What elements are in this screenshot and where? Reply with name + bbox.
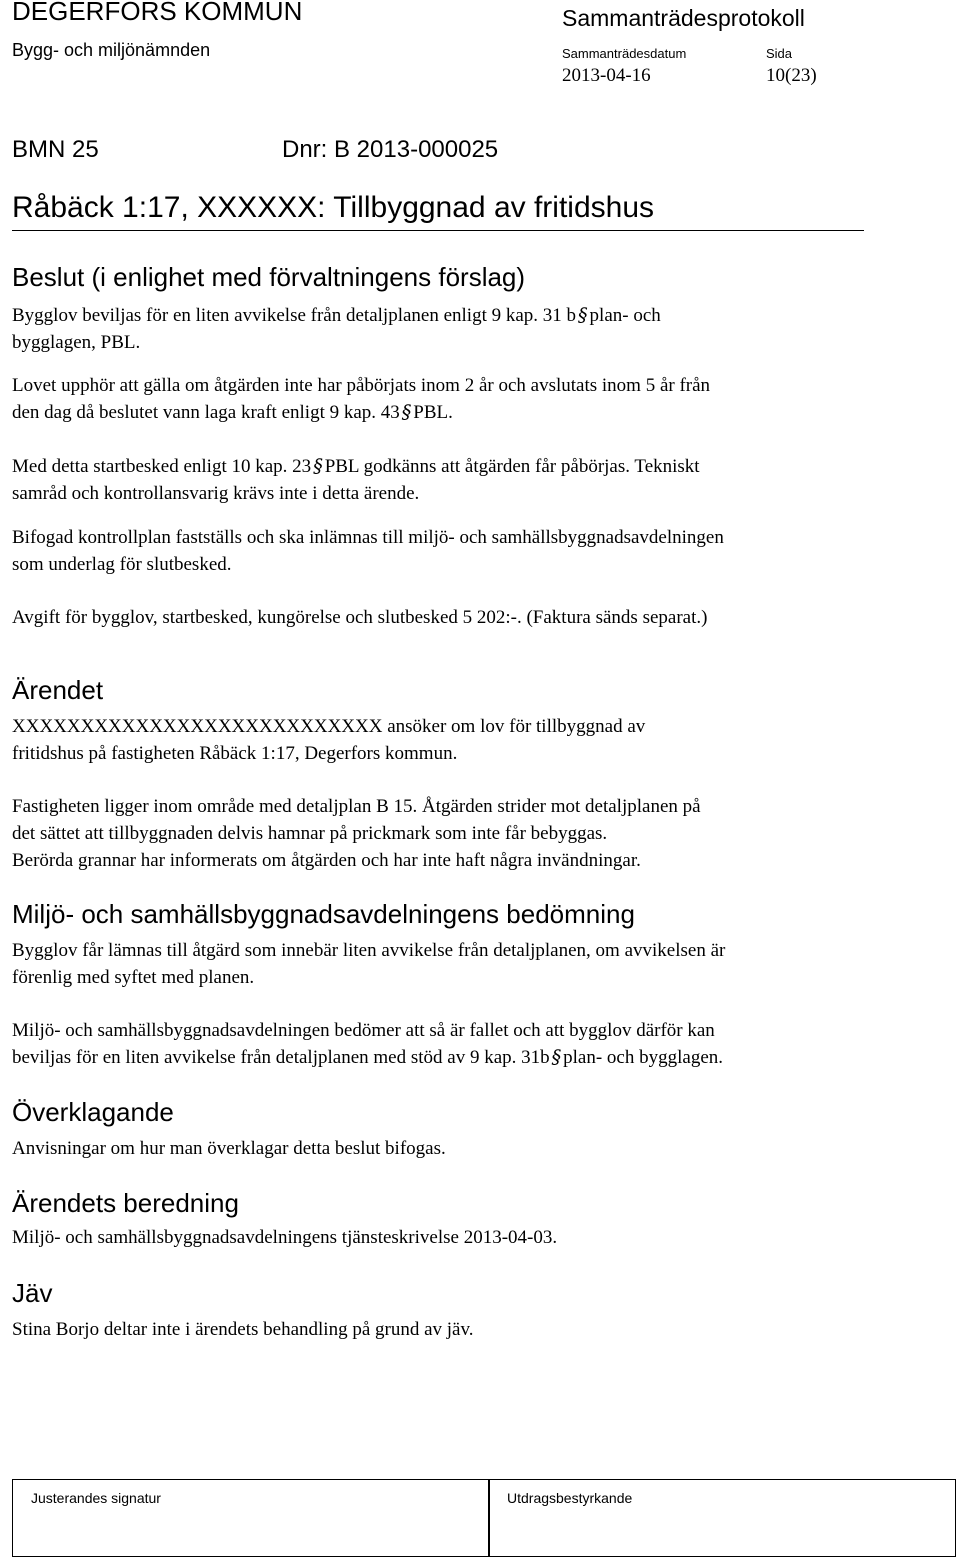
extract-certification-label: Utdragsbestyrkande — [507, 1490, 633, 1506]
section-sign-icon: § — [401, 401, 412, 423]
conflict-paragraph: Stina Borjo deltar inte i ärendets behandling på grund av jäv. — [12, 1319, 474, 1340]
heading-matter: Ärendet — [12, 675, 104, 705]
signature-label: Justerandes signatur — [31, 1490, 161, 1506]
preparation-paragraph: Miljö- och samhällsbyggnadsavdelningens tjänsteskrivelse 2013-04-03. — [12, 1227, 558, 1248]
matter-paragraph-2: Fastigheten ligger inom område med detaljplan B 15. Åtgärden strider mot detaljplanen på det sättet att tillbyggnaden delvis hamnar på prickmark som inte får bebyggas. Berörda grannar har informerats om åtgärden och har inte haft några invändningar. — [12, 796, 701, 871]
case-registration-number: Dnr: B 2013-000025 — [282, 136, 499, 163]
appeal-paragraph: Anvisningar om hur man överklagar detta beslut bifogas. — [12, 1138, 446, 1159]
page-label: Sida — [766, 46, 793, 61]
meeting-date: 2013-04-16 — [562, 65, 651, 86]
case-code: BMN 25 — [12, 136, 99, 163]
decision-paragraph-5: Avgift för bygglov, startbesked, kungörelse och slutbesked 5 202:-. (Faktura sänds separat.) — [12, 607, 708, 628]
section-sign-icon: § — [313, 455, 323, 477]
heading-appeal: Överklagande — [12, 1097, 174, 1127]
title-underline — [12, 230, 864, 231]
decision-paragraph-1: Bygglov beviljas för en liten avvikelse från detaljplanen enligt 9 kap. 31 b § plan- och bygglagen, PBL. — [12, 304, 661, 353]
decision-paragraph-2: Lovet upphör att gälla om åtgärden inte har påbörjats inom 2 år och avslutats inom 5 år från den dag då beslutet vann laga kraft enligt 9 kap. 43 § PBL. — [12, 372, 882, 426]
page-number: 10(23) — [766, 65, 817, 86]
matter-paragraph-1: XXXXXXXXXXXXXXXXXXXXXXXXXXX ansöker om lov för tillbyggnad av fritidshus på fastigheten Råbäck 1:17, Degerfors kommun. — [12, 716, 646, 764]
section-sign-icon: § — [578, 304, 588, 326]
heading-decision: Beslut (i enlighet med förvaltningens förslag) — [12, 262, 526, 292]
meeting-date-label: Sammanträdesdatum — [562, 46, 687, 61]
heading-conflict-of-interest: Jäv — [12, 1278, 53, 1308]
heading-preparation: Ärendets beredning — [12, 1188, 239, 1218]
section-sign-icon: § — [551, 1046, 562, 1068]
decision-paragraph-3: Med detta startbesked enligt 10 kap. 23 § PBL godkänns att åtgärden får påbörjas. Tekniskt samråd och kontrollansvarig krävs inte i detta ärende. — [12, 455, 700, 504]
signature-box — [12, 1479, 490, 1557]
extract-certification-box — [488, 1479, 956, 1557]
decision-paragraph-4: Bifogad kontrollplan fastställs och ska inlämnas till miljö- och samhällsbyggnadsavdelningen som underlag för slutbesked. — [12, 527, 724, 575]
board-name: Bygg- och miljönämnden — [12, 40, 211, 60]
assessment-paragraph-1: Bygglov får lämnas till åtgärd som innebär liten avvikelse från detaljplanen, om avvikelsen är förenlig med syftet med planen. — [12, 940, 726, 988]
heading-assessment: Miljö- och samhällsbyggnadsavdelningens bedömning — [12, 899, 635, 929]
assessment-paragraph-2: Miljö- och samhällsbyggnadsavdelningen bedömer att så är fallet och att bygglov därför kan beviljas för en liten avvikelse från detaljplanen med stöd av 9 kap. 31b § plan- och bygglagen. — [12, 1017, 882, 1071]
document-type: Sammanträdesprotokoll — [562, 5, 805, 31]
organization-name: DEGERFORS KOMMUN — [12, 0, 303, 26]
case-title: Råbäck 1:17, XXXXXX: Tillbyggnad av fritidshus — [12, 191, 655, 224]
